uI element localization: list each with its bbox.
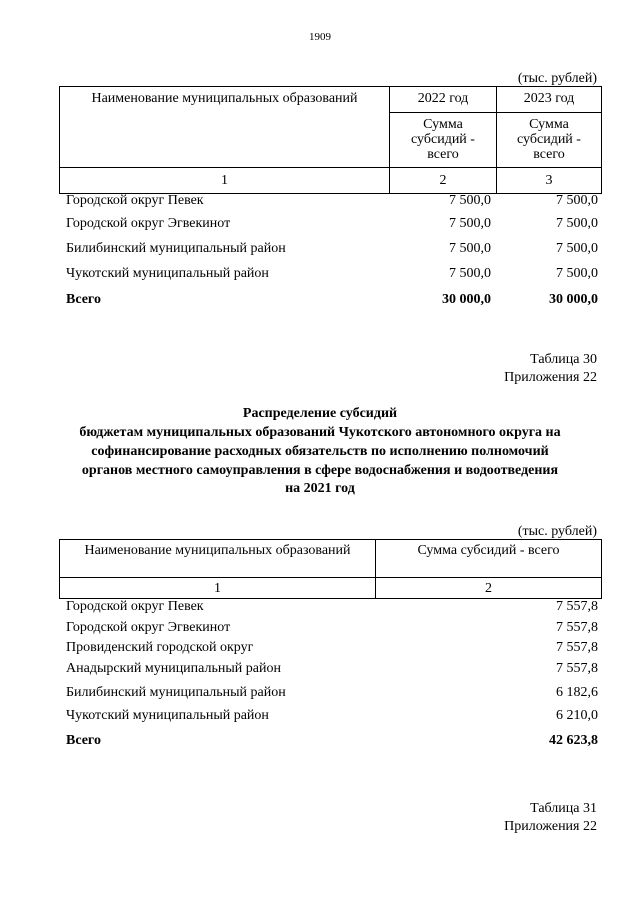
row-value-2022: 7 500,0	[449, 266, 491, 281]
total-value-2023: 30 000,0	[549, 292, 598, 307]
table-row	[66, 708, 598, 726]
row-value-2022: 7 500,0	[449, 193, 491, 208]
row-name: Чукотский муниципальный район	[66, 708, 269, 723]
table1-header-year2: 2023 год	[523, 91, 575, 106]
table1-units: (тыс. рублей)	[517, 71, 597, 86]
table-row	[66, 193, 598, 211]
section-title-line4: органов местного самоуправления в сфере водоснабжения и водоотведения	[81, 463, 559, 478]
table-row	[66, 599, 598, 617]
row-value: 6 210,0	[556, 708, 598, 723]
table1-num3-cell	[496, 167, 602, 194]
row-name: Билибинский муниципальный район	[66, 685, 286, 700]
table30-appendix: Приложения 22	[504, 370, 597, 385]
table2-num2-cell	[375, 577, 602, 599]
row-name: Городской округ Певек	[66, 599, 204, 614]
row-name: Городской округ Певек	[66, 193, 204, 208]
table1-num1: 1	[221, 173, 228, 188]
page-number: 1909	[309, 31, 331, 43]
table-row	[66, 216, 598, 234]
table-row	[66, 640, 598, 658]
total-value-2022: 30 000,0	[442, 292, 491, 307]
table2-num2: 2	[485, 581, 492, 596]
total-label: Всего	[66, 733, 101, 748]
row-name: Анадырский муниципальный район	[66, 661, 281, 676]
table-row	[66, 661, 598, 679]
table1-header-sub2-cell	[496, 112, 602, 168]
table2-header-name-cell	[59, 539, 376, 578]
row-name: Провиденский городской округ	[66, 640, 254, 655]
section-title-line5: на 2021 год	[285, 481, 355, 496]
row-value-2023: 7 500,0	[556, 266, 598, 281]
table-row	[66, 685, 598, 703]
row-value: 7 557,8	[556, 620, 598, 635]
table-total-row	[66, 292, 598, 310]
table1-header-sub1: Сумма субсидий - всего	[411, 117, 475, 162]
section-title-line3: софинансирование расходных обязательств по исполнению полномочий	[91, 444, 549, 459]
table2-units: (тыс. рублей)	[517, 524, 597, 539]
table1-header-year1: 2022 год	[417, 91, 469, 106]
row-value-2023: 7 500,0	[556, 193, 598, 208]
table31-label: Таблица 31	[530, 801, 597, 816]
table-row	[66, 266, 598, 284]
table1-header-year1-cell	[389, 86, 497, 113]
table-row	[66, 241, 598, 259]
row-value: 7 557,8	[556, 599, 598, 614]
table-total-row	[66, 733, 598, 751]
total-label: Всего	[66, 292, 101, 307]
total-value: 42 623,8	[549, 733, 598, 748]
table1-num2: 2	[439, 173, 447, 188]
table31-appendix: Приложения 22	[504, 819, 597, 834]
section-title-line1: Распределение субсидий	[242, 406, 398, 421]
table-row	[66, 620, 598, 638]
section-title-line2: бюджетам муниципальных образований Чукотского автономного округа на	[79, 425, 561, 440]
table2-num1: 1	[214, 581, 221, 596]
row-name: Городской округ Эгвекинот	[66, 620, 231, 635]
row-name: Городской округ Эгвекинот	[66, 216, 231, 231]
row-value-2022: 7 500,0	[449, 216, 491, 231]
table1-header-sub1-cell	[389, 112, 497, 168]
table1-header-name: Наименование муниципальных образований	[91, 91, 358, 106]
table1-num3: 3	[545, 173, 553, 188]
row-value-2022: 7 500,0	[449, 241, 491, 256]
row-value-2023: 7 500,0	[556, 216, 598, 231]
table1-num1-cell	[59, 167, 390, 194]
row-value: 7 557,8	[556, 640, 598, 655]
table30-label: Таблица 30	[530, 352, 597, 367]
table2-header-sum-cell	[375, 539, 602, 578]
table1-header-sub2: Сумма субсидий - всего	[517, 117, 581, 162]
table2-header-name: Наименование муниципальных образований	[84, 543, 351, 558]
row-name: Билибинский муниципальный район	[66, 241, 286, 256]
row-name: Чукотский муниципальный район	[66, 266, 269, 281]
row-value-2023: 7 500,0	[556, 241, 598, 256]
table2-num1-cell	[59, 577, 376, 599]
table2-header-sum: Сумма субсидий - всего	[417, 543, 560, 558]
table1-num2-cell	[389, 167, 497, 194]
row-value: 7 557,8	[556, 661, 598, 676]
row-value: 6 182,6	[556, 685, 598, 700]
table1-header-year2-cell	[496, 86, 602, 113]
